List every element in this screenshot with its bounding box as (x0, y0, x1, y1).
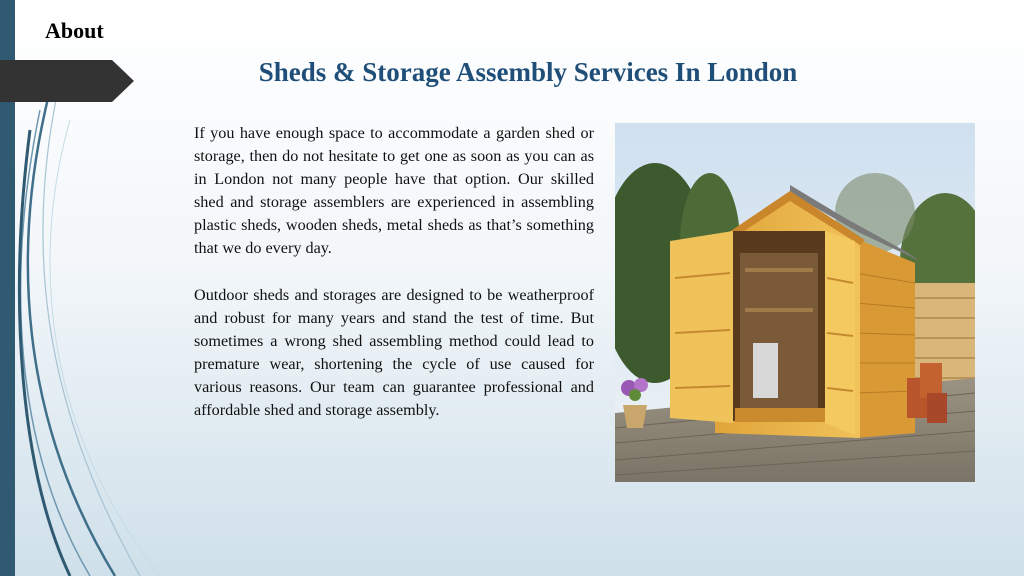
page-title: Sheds & Storage Assembly Services In London (258, 57, 798, 87)
section-label: About (45, 18, 104, 43)
paragraph-1: If you have enough space to accommodate a garden shed or storage, then do not hesitate to get one as soon as you can as in London not many people have that option. Our skilled shed and storage assemblers are experienced in assembling plastic sheds, wooden sheds, metal sheds as that’s something that we do every day. (194, 124, 594, 257)
wooden-garden-shed-photo-icon (615, 123, 975, 482)
body-text (194, 122, 594, 446)
paragraph-2: Outdoor sheds and storages are designed to be weatherproof and robust for many years and stand the test of time. But sometimes a wrong shed assembling method could lead to premature wear, shortening the cycle of use caused for various reasons. Our team can guarantee professional and affordable shed and storage assembly. (194, 286, 594, 419)
shed-photo (615, 123, 975, 482)
